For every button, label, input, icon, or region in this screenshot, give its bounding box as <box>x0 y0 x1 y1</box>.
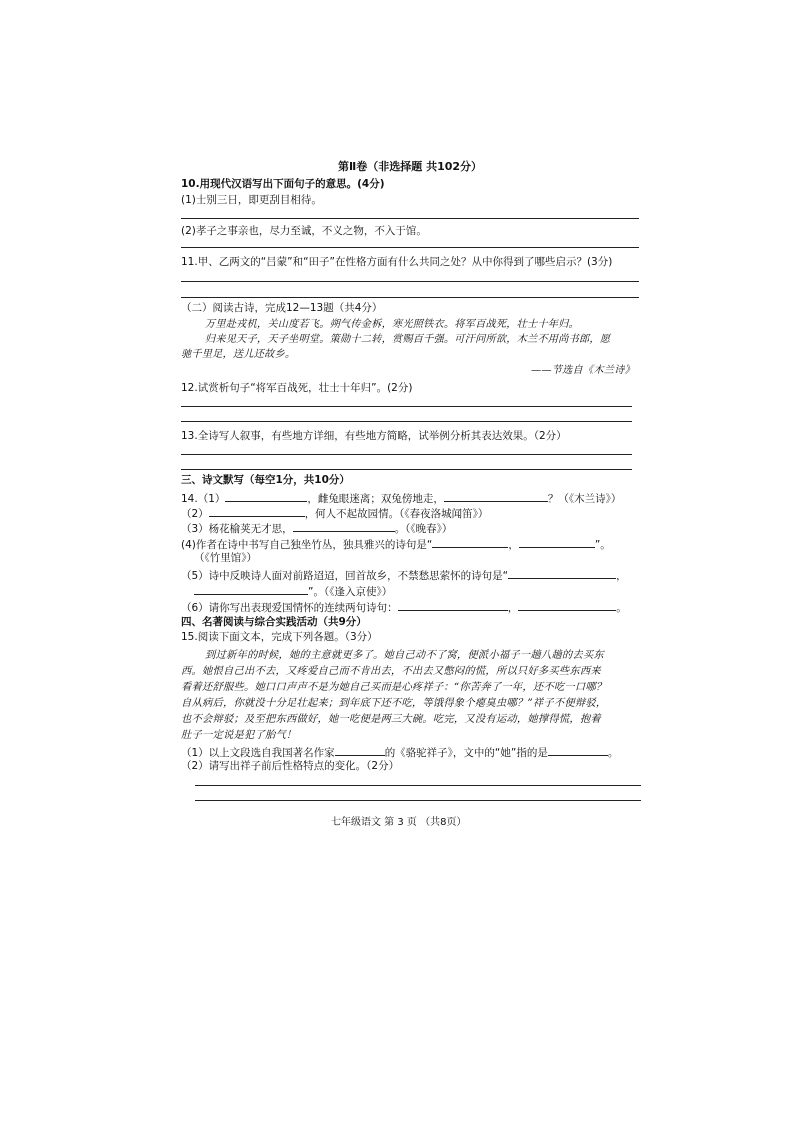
fill-blank[interactable] <box>335 744 385 756</box>
q14-4-close: ”。 <box>594 539 611 551</box>
passage-line: 看着还舒服些。她口口声声不是为她自己买而是心疼祥子：“你苦奔了一年，还不吃一口哪？ <box>181 681 607 693</box>
passage-line: 到过新年的时候，她的主意就更多了。她自己动不了窝，便派小福子一趟八趟的去买东 <box>205 649 604 661</box>
passage-line: 也不会辩驳；及至把东西做好，她一吃便是两三大碗。吃完，又没有运动，她撑得慌，抱着 <box>181 713 601 725</box>
poem-line: 驰千里足，送儿还故乡。 <box>181 349 296 360</box>
fill-blank[interactable] <box>548 744 608 756</box>
q15-sub-1 <box>181 744 618 760</box>
answer-line[interactable] <box>181 297 639 298</box>
poem-line: 归来见天子，天子坐明堂。策勋十二转，赏赐百千强。可汗问所欲，木兰不用尚书郎，愿 <box>205 334 611 345</box>
answer-line[interactable] <box>181 421 632 422</box>
passage-line: 西。她恨自己出不去，又疼爱自己而不肯出去，不出去又憋闷的慌，所以只好多买些东西来 <box>181 665 601 677</box>
q14-4-comma: ， <box>508 539 519 551</box>
q14-4-source: （《竹里馆》） <box>194 552 257 564</box>
q14-3-source: 。（《晚春》） <box>394 523 453 535</box>
fill-blank[interactable] <box>293 520 395 532</box>
q14-3-text: （3）杨花榆荚无才思， <box>181 523 293 535</box>
fill-blank[interactable] <box>432 536 508 548</box>
part3-heading: 三、诗文默写（每空1分，共10分） <box>181 474 350 486</box>
q10-prompt: 10.用现代汉语写出下面句子的意思。(4分) <box>181 178 385 190</box>
fill-blank[interactable] <box>209 505 305 517</box>
q14-2-label: （2） <box>181 508 209 520</box>
fill-blank[interactable] <box>518 599 616 611</box>
q14-line-6 <box>181 599 627 615</box>
q14-5-source: ”。（《逢入京使》） <box>308 586 393 598</box>
q14-1-source: ？（《木兰诗》） <box>547 493 622 505</box>
q15-1-text: （1）以上文段选自我国著名作家 <box>181 747 335 759</box>
fill-blank[interactable] <box>444 490 548 502</box>
q14-4-text: (4)作者在诗中书写自己独坐竹丛，独具雅兴的诗句是“ <box>181 539 433 551</box>
q14-2-text: ，何人不起故园情。（《春夜洛城闻笛》） <box>304 508 489 520</box>
q14-line-5 <box>181 567 627 583</box>
q14-line-4 <box>181 536 611 552</box>
fill-blank[interactable] <box>508 567 616 579</box>
answer-line[interactable] <box>181 406 632 407</box>
answer-line[interactable] <box>181 218 639 219</box>
q14-5-text: （5）诗中反映诗人面对前路迢迢，回首故乡，不禁愁思萦怀的诗句是“ <box>181 570 509 582</box>
q15-prompt: 15.阅读下面文本，完成下列各题。（3分） <box>181 631 378 643</box>
q14-6-end: 。 <box>616 602 627 614</box>
q14-6-text: （6）请你写出表现爱国情怀的连续两句诗句： <box>181 602 398 614</box>
answer-line[interactable] <box>181 281 639 282</box>
q14-line-3 <box>181 520 452 536</box>
fill-blank[interactable] <box>194 583 308 595</box>
answer-line[interactable] <box>195 800 641 801</box>
answer-line[interactable] <box>181 454 632 455</box>
poem-line: 万里赴戎机，关山度若飞。朔气传金柝，寒光照铁衣。将军百战死，壮士十年归。 <box>205 319 579 330</box>
poem-source: ——节选自《木兰诗》 <box>531 365 635 376</box>
q15-1-end: 。 <box>607 747 619 759</box>
passage-line: 肚子一定说是犯了胎气！ <box>181 729 297 741</box>
q14-line-2 <box>181 505 488 521</box>
q14-5-comma: ， <box>616 570 627 582</box>
q13-prompt: 13.全诗写人叙事，有些地方详细，有些地方简略，试举例分析其表达效果。（2分） <box>181 430 567 442</box>
answer-line[interactable] <box>181 247 639 248</box>
q12-prompt: 12.试赏析句子“将军百战死，壮士十年归”。(2分) <box>181 382 413 394</box>
q10-sentence-1: (1)士别三日，即更刮目相待。 <box>181 194 322 206</box>
passage-line: 自从病后，你就没十分足壮起来；到年底下还不吃，等饿得象个瘪臭虫哪？”祥子不便辩驳， <box>181 697 607 709</box>
q14-1-label: 14.（1） <box>181 493 226 505</box>
section-title: 第Ⅱ卷（非选择题 共102分） <box>338 160 483 173</box>
q15-sub-2: （2）请写出祥子前后性格特点的变化。（2分） <box>181 760 400 772</box>
q14-line-5b <box>194 583 392 599</box>
q11-prompt: 11.甲、乙两文的“吕蒙”和“田子”在性格方面有什么共同之处？从中你得到了哪些启示？(3分) <box>181 256 613 268</box>
q14-1-text: ，雌兔眼迷离；双兔傍地走， <box>307 493 444 505</box>
answer-line[interactable] <box>195 785 641 786</box>
part2-heading: （二）阅读古诗，完成12—13题（共4分） <box>181 302 383 314</box>
fill-blank[interactable] <box>398 599 508 611</box>
fill-blank[interactable] <box>519 536 595 548</box>
q14-line-1 <box>181 490 621 506</box>
fill-blank[interactable] <box>225 490 307 502</box>
q15-1-text-2: 的《骆驼祥子》，文中的“她”指的是 <box>384 747 548 759</box>
q10-sentence-2: (2)孝子之事亲也，尽力至诚，不义之物，不入于馆。 <box>181 225 427 237</box>
page-footer: 七年级语文 第 3 页 （共8页） <box>331 817 467 828</box>
part4-heading: 四、名著阅读与综合实践活动（共9分） <box>181 616 367 628</box>
answer-line[interactable] <box>181 469 632 470</box>
q14-6-comma: ， <box>507 602 519 614</box>
